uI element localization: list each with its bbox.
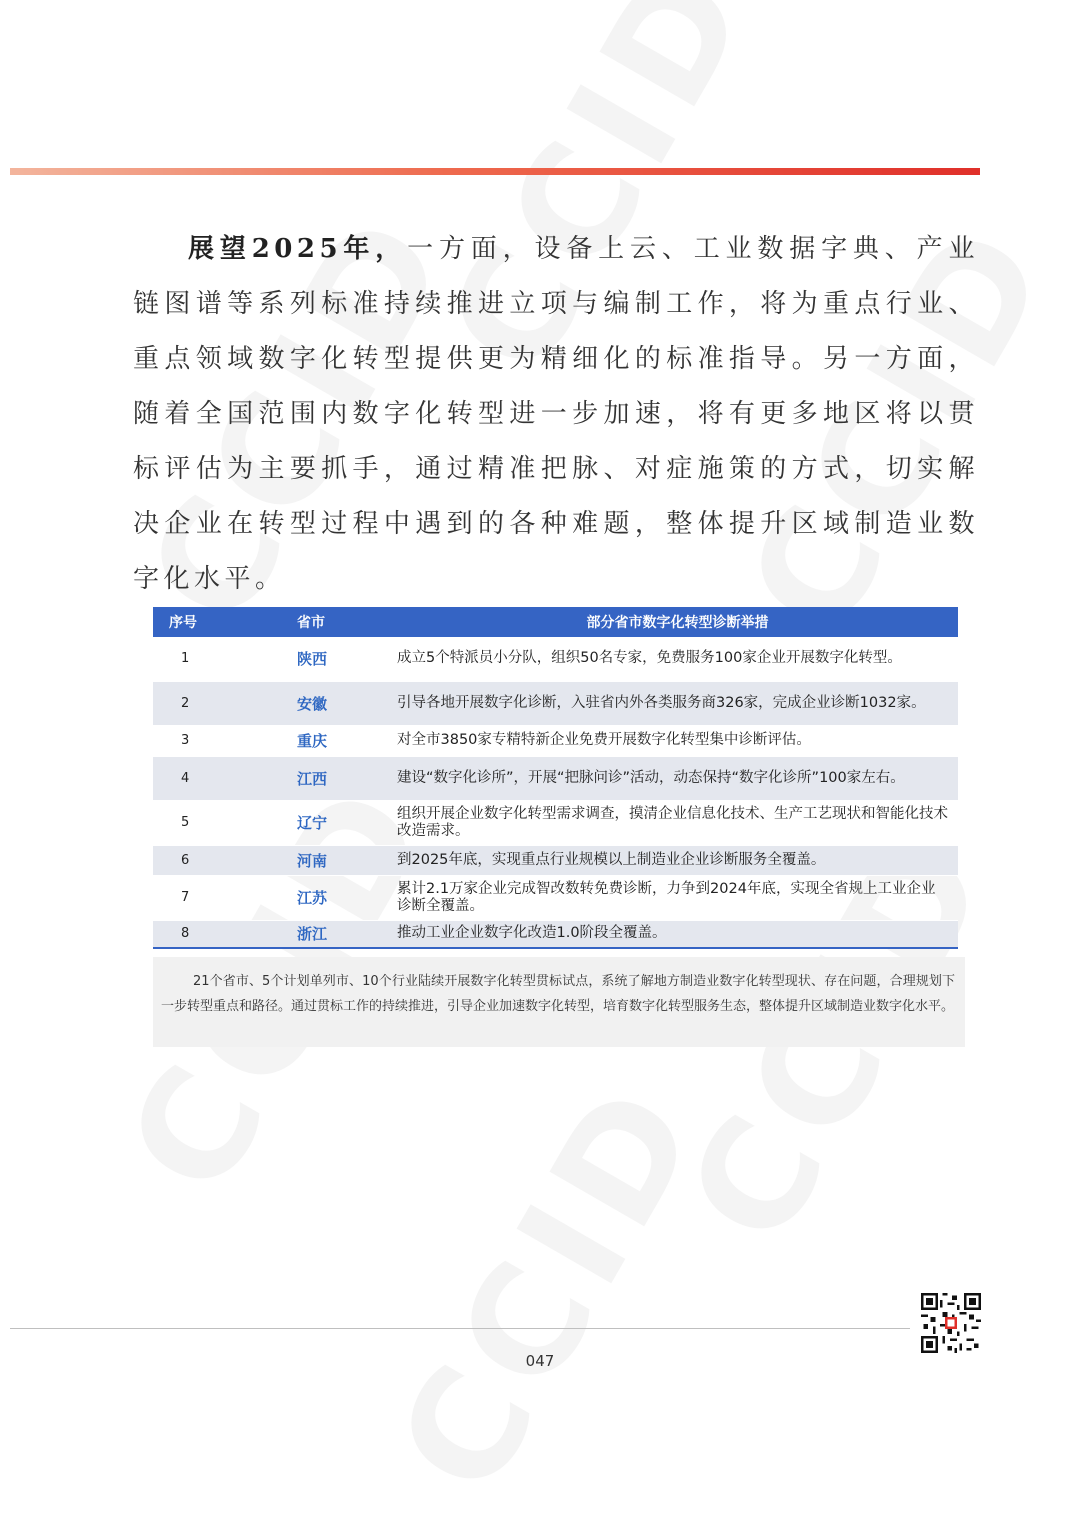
row-number: 6 xyxy=(181,852,190,868)
row-measure: 到2025年底，实现重点行业规模以上制造业企业诊断服务全覆盖。 xyxy=(397,851,826,868)
row-measure: 组织开展企业数字化转型需求调查，摸清企业信息化技术、生产工艺现状和智能化技术改造需求。 xyxy=(397,805,948,839)
table-row xyxy=(153,875,958,920)
row-number: 8 xyxy=(181,926,190,942)
table-row xyxy=(153,681,958,725)
row-province: 陕西 xyxy=(297,650,328,669)
table-row xyxy=(153,637,958,681)
row-province: 重庆 xyxy=(297,732,328,750)
body-paragraph xyxy=(133,222,979,607)
watermark xyxy=(365,1053,736,1521)
paragraph-lead: 展望2025年， xyxy=(188,234,408,264)
row-measure: 累计2.1万家企业完成智改数转免费诊断，力争到2024年底，实现全省规上工业企业诊断全覆盖。 xyxy=(397,880,936,914)
page-number: 047 xyxy=(525,1352,555,1370)
row-measure: 引导各地开展数字化诊断，入驻省内外各类服务商326家，完成企业诊断1032家。 xyxy=(397,694,926,711)
row-province: 安徽 xyxy=(297,694,328,713)
row-province: 辽宁 xyxy=(297,814,328,832)
row-number: 3 xyxy=(181,733,190,748)
table-row xyxy=(153,800,958,845)
header-measures: 部分省市数字化转型诊断举措 xyxy=(586,615,769,631)
header-number: 序号 xyxy=(169,615,197,631)
row-number: 7 xyxy=(181,890,190,905)
table-header-row xyxy=(153,607,958,637)
row-number: 2 xyxy=(181,695,190,711)
row-province: 浙江 xyxy=(297,925,328,944)
row-measure: 成立5个特派员小分队，组织50名专家，免费服务100家企业开展数字化转型。 xyxy=(397,650,902,667)
row-measure: 推动工业企业数字化改造1.0阶段全覆盖。 xyxy=(397,925,667,942)
paragraph-text: 一方面，设备上云、工业数据字典、产业链图谱等系列标准持续推进立项与编制工作，将为重点行业、重点领域数字化转型提供更为精细化的标准指导。另一方面，随着全国范围内数字化转型进一步加速，将有更多地区将以贯标评估为主要抓手，通过精准把脉、对症施策的方式，切实解决企业在转型过程中遇到的各种难题，整体提升区域制造业数字化水平。 xyxy=(133,234,979,594)
table-row xyxy=(153,725,958,756)
row-measure: 对全市3850家专精特新企业免费开展数字化转型集中诊断评估。 xyxy=(397,732,811,748)
table-row xyxy=(153,920,958,948)
header-accent-bar xyxy=(10,168,980,175)
row-measure: 建设“数字化诊所”，开展“把脉问诊”活动，动态保持“数字化诊所”100家左右。 xyxy=(397,769,905,786)
measures-table xyxy=(153,607,958,949)
header-province: 省市 xyxy=(297,615,325,631)
table-row xyxy=(153,756,958,800)
row-number: 1 xyxy=(181,651,190,667)
measures-table-container xyxy=(153,607,958,949)
table-note: 21个省市、5个计划单列市、10个行业陆续开展数字化转型贯标试点，系统了解地方制造业数字化转型现状、存在问题，合理规划下一步转型重点和路径。通过贯标工作的持续推进，引导企业加速数字化转型，培育数字化转型服务生态，整体提升区域制造业数字化水平。 xyxy=(153,957,965,1047)
row-province: 江西 xyxy=(297,769,328,788)
row-province: 河南 xyxy=(297,851,328,870)
table-row xyxy=(153,845,958,875)
row-number: 4 xyxy=(181,770,190,786)
row-number: 5 xyxy=(181,815,190,830)
qr-code-icon xyxy=(921,1293,981,1353)
footer-divider xyxy=(10,1328,910,1329)
row-province: 江苏 xyxy=(297,889,328,907)
